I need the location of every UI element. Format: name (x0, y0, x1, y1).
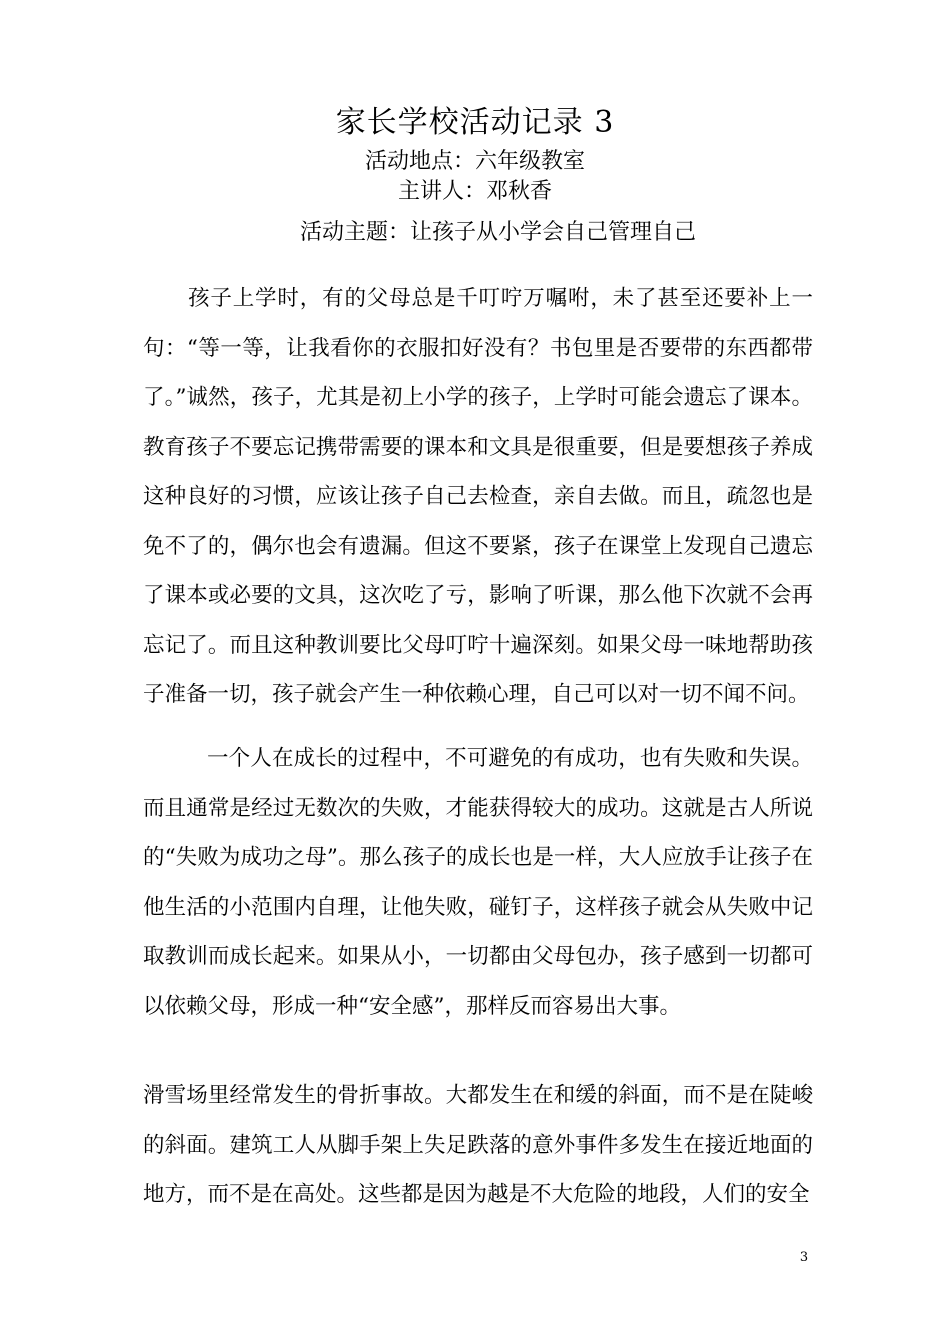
activity-location: 活动地点：六年级教室 (364, 149, 585, 174)
body-paragraph: 滑雪场里经常发生的骨折事故。大都发生在和缓的斜面，而不是在陡峻的斜面。建筑工人从脚手架上失足跌落的意外事件多发生在接近地面的地方，而不是在高处。这些都是因为越是不大危险的地段，人们的安全 (143, 1083, 813, 1207)
body-paragraph: 孩子上学时，有的父母总是千叮咛万嘱咐，未了甚至还要补上一句：“等一等，让我看你的衣服扣好没有？书包里是否要带的东西都带了。”诚然，孩子，尤其是初上小学的孩子，上学时可能会遗忘了课本。教育孩子不要忘记携带需要的课本和文具是很重要，但是要想孩子养成这种良好的习惯，应该让孩子自己去检查，亲自去做。而且，疏忽也是免不了的，偶尔也会有遗漏。但这不要紧，孩子在课堂上发现自己遗忘了课本或必要的文具，这次吃了亏，影响了听课，那么他下次就不会再忘记了。而且这种教训要比父母叮咛十遍深刻。如果父母一味地帮助孩子准备一切，孩子就会产生一种依赖心理，自己可以对一切不闻不问。 (143, 286, 813, 707)
page-title: 家长学校活动记录 3 (335, 105, 615, 140)
activity-theme: 活动主题：让孩子从小学会自己管理自己 (300, 220, 697, 245)
speaker: 主讲人：邓秋香 (397, 179, 552, 204)
body-paragraph: 一个人在成长的过程中，不可避免的有成功，也有失败和失误。而且通常是经过无数次的失败，才能获得较大的成功。这就是古人所说的“失败为成功之母”。那么孩子的成长也是一样，大人应放手让孩子在他生活的小范围内自理，让他失败，碰钉子，这样孩子就会从失败中记取教训而成长起来。如果从小，一切都由父母包办，孩子感到一切都可以依赖父母，形成一种“安全感”，那样反而容易出大事。 (143, 746, 813, 1019)
page-number: 3 (799, 1250, 809, 1265)
